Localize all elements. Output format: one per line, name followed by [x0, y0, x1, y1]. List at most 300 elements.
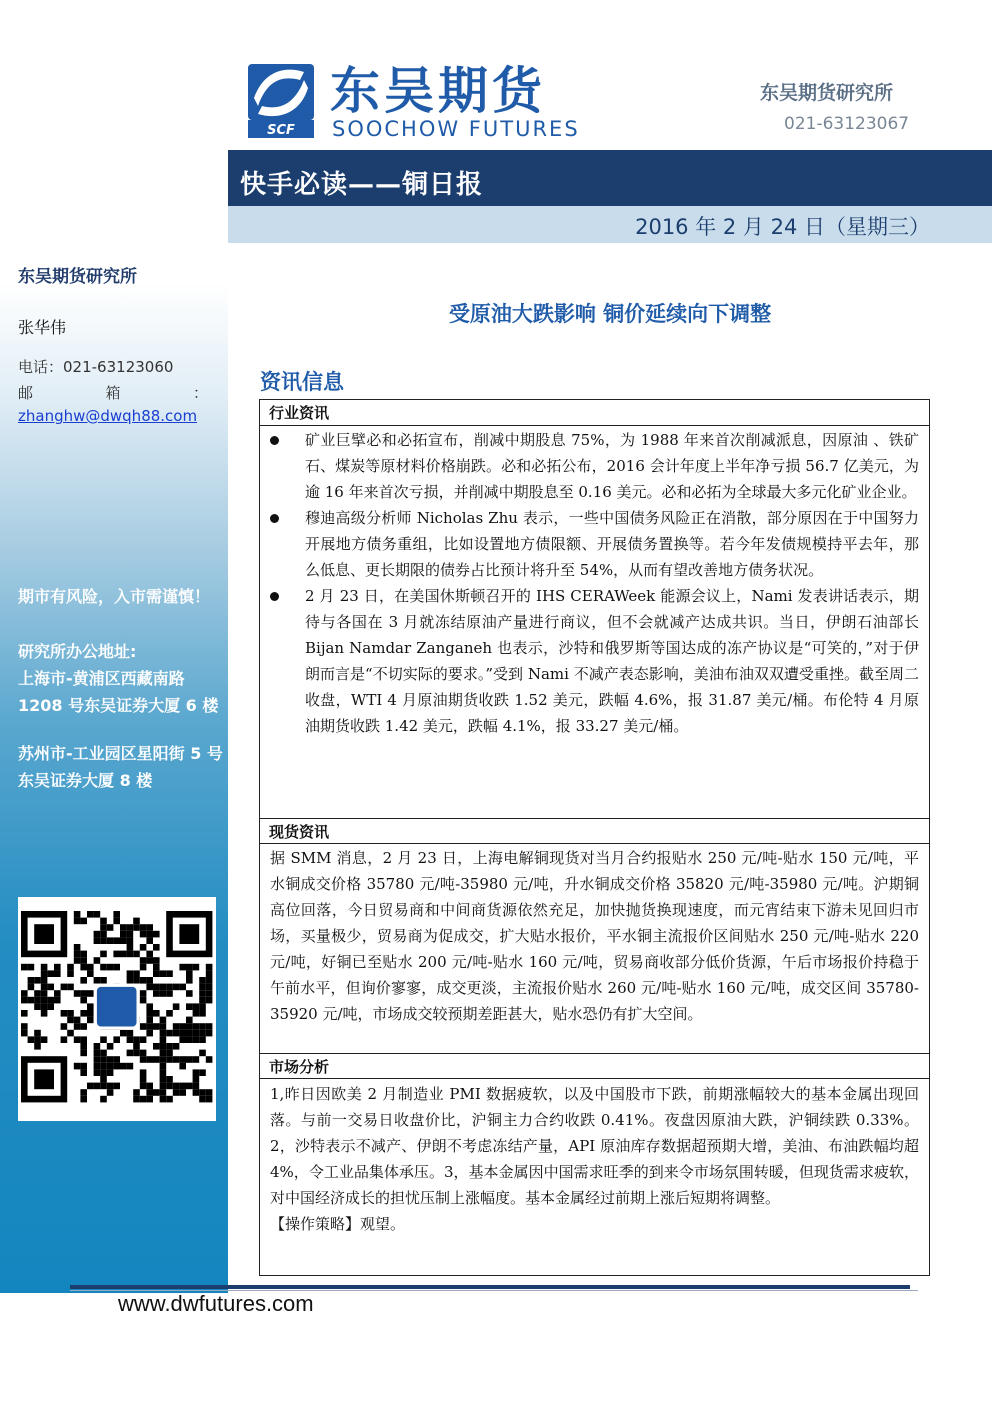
qr-module — [120, 937, 127, 944]
qr-module — [47, 984, 54, 991]
qr-module — [107, 1069, 114, 1076]
qr-module — [100, 977, 107, 984]
qr-module — [61, 1036, 68, 1043]
qr-module — [186, 1030, 193, 1037]
qr-module — [107, 1063, 114, 1070]
qr-module — [193, 1010, 200, 1017]
qr-module — [94, 977, 101, 984]
qr-module — [193, 1083, 200, 1090]
logo-cn-text: 东吴期货 — [330, 62, 546, 120]
qr-module — [133, 918, 140, 925]
industry-item-text: 矿业巨擘必和必拓宣布，削减中期股息 75%，为 1988 年来首次削减派息，因原油 、铁矿石、煤炭等原材料价格崩跌。必和必拓公布，2016 会计年度上半年净亏损 56.7 亿美元，为逾 16 年来首次亏损，并削减中期股息至 0.16 美元。必和必拓为全球最大多元化矿业企业。 — [305, 431, 919, 501]
qr-module — [186, 1036, 193, 1043]
qr-module — [74, 990, 81, 997]
qr-module — [100, 931, 107, 938]
qr-module — [74, 1023, 81, 1030]
risk-warning: 期市有风险，入市需谨慎！ — [18, 587, 211, 606]
qr-module — [80, 977, 87, 984]
qr-logo-icon — [97, 987, 137, 1027]
email-label-char-1: 邮 — [18, 384, 34, 402]
qr-module — [28, 997, 35, 1004]
qr-module — [193, 1076, 200, 1083]
qr-module — [74, 1036, 81, 1043]
analysis-text: 1,昨日因欧美 2 月制造业 PMI 数据疲软，以及中国股市下跌，前期涨幅较大的基本金属出现回落。与前一交易日收盘价比，沪铜主力合约收跌 0.41%。夜盘因原油大跌，沪铜续跌 0.33%。2，沙特表示不减产、伊朗不考虑冻结产量，API 原油库存数据超预期大增，美油、布油跌幅均超 4%，令工业品集体承压。3，基本金属因中国需求旺季的到来令市场氛围转暖，但现货需求疲软，对中国经济成长的担忧压制上涨幅度。基本金属经过前期上涨后短期将调整。 — [270, 1085, 919, 1207]
qr-module — [186, 970, 193, 977]
qr-module — [100, 1063, 107, 1070]
qr-module — [186, 1023, 193, 1030]
qr-module — [166, 1076, 173, 1083]
qr-module — [87, 990, 94, 997]
qr-module — [21, 990, 28, 997]
qr-module — [127, 1036, 134, 1043]
qr-module — [34, 990, 41, 997]
qr-module — [34, 1003, 41, 1010]
qr-module — [179, 1089, 186, 1096]
qr-module — [179, 1063, 186, 1070]
header-phone: 021-63123067 — [784, 114, 910, 134]
qr-module — [80, 997, 87, 1004]
qr-module — [186, 1083, 193, 1090]
qr-module — [80, 1096, 87, 1103]
qr-module — [21, 1010, 28, 1017]
qr-module — [146, 1096, 153, 1103]
qr-module — [140, 931, 147, 938]
qr-module — [166, 990, 173, 997]
qr-module — [153, 964, 160, 971]
qr-module — [21, 1023, 28, 1030]
qr-module — [34, 1030, 41, 1037]
spot-text: 据 SMM 消息，2 月 23 日，上海电解铜现货对当月合约报贴水 250 元/吨-贴水 150 元/吨，平水铜成交价格 35780 元/吨-35980 元/吨，升水铜成交价格 35820 元/吨-35980 元/吨。沪期铜高位回落，今日贸易商和中间商货源依然充足，加快抛货换现速度，而元宵结束下游未见回归市场，买量极少，贸易商为促成交，扩大贴水报价，平水铜主流报价区间贴水 250 元/吨-贴水 220 元/吨，好铜已至贴水 200 元/吨-贴水 160 元/吨，贸易商收部分低价货源，午后市场报价持稳于午前水平，但询价寥寥，成交更淡，主流报价贴水 260 元/吨-贴水 160 元/吨，成交区间 35780-35920 元/吨，市场成交较预期差距甚大，贴水恐仍有扩大空间。 — [270, 849, 919, 1023]
qr-module — [47, 997, 54, 1004]
qr-module — [80, 1023, 87, 1030]
qr-module — [140, 990, 147, 997]
news-table — [259, 399, 930, 1276]
office-sh-text: 上海市-黄浦区西藏南路1208 号东吴证券大厦 6 楼 — [18, 669, 219, 715]
qr-module — [107, 1083, 114, 1090]
footer-rule — [70, 1285, 910, 1289]
qr-module — [47, 1003, 54, 1010]
qr-module — [80, 990, 87, 997]
qr-module — [153, 984, 160, 991]
qr-module — [107, 1056, 114, 1063]
qr-module — [186, 1017, 193, 1024]
qr-module — [41, 970, 48, 977]
qr-code-icon — [18, 897, 216, 1121]
qr-module — [74, 957, 81, 964]
qr-module — [113, 1083, 120, 1090]
qr-module — [206, 1023, 213, 1030]
qr-module — [100, 1050, 107, 1057]
qr-module — [140, 964, 147, 971]
qr-module — [94, 1043, 101, 1050]
qr-module — [179, 1036, 186, 1043]
qr-module — [41, 990, 48, 997]
qr-module — [153, 1089, 160, 1096]
qr-module — [160, 1036, 167, 1043]
qr-module — [100, 924, 107, 931]
qr-module — [41, 977, 48, 984]
qr-module — [140, 1069, 147, 1076]
qr-module — [94, 1069, 101, 1076]
qr-module — [47, 970, 54, 977]
qr-module — [80, 1050, 87, 1057]
qr-module — [160, 1043, 167, 1050]
qr-module — [87, 970, 94, 977]
qr-module — [133, 1096, 140, 1103]
qr-module — [199, 977, 206, 984]
qr-module — [113, 964, 120, 971]
qr-module — [100, 964, 107, 971]
qr-module — [160, 984, 167, 991]
qr-module — [54, 970, 61, 977]
company-logo — [244, 58, 584, 142]
qr-module — [193, 1023, 200, 1030]
qr-module — [199, 1050, 206, 1057]
qr-module — [100, 951, 107, 958]
header-org: 东吴期货研究所 — [760, 82, 894, 104]
qr-module — [67, 1030, 74, 1037]
report-title: 快手必读——铜日报 — [240, 170, 484, 200]
qr-module — [74, 911, 81, 918]
qr-module — [166, 1043, 173, 1050]
phone-label: 电话： — [18, 358, 64, 376]
qr-module — [199, 997, 206, 1004]
title-bar — [228, 150, 992, 206]
qr-module — [179, 1083, 186, 1090]
qr-module — [21, 997, 28, 1004]
spot-header: 现货资讯 — [260, 818, 929, 844]
industry-list — [260, 427, 929, 739]
qr-module — [54, 997, 61, 1004]
qr-module — [127, 924, 134, 931]
qr-module — [107, 1089, 114, 1096]
qr-module — [193, 964, 200, 971]
qr-module — [127, 970, 134, 977]
qr-module — [113, 1063, 120, 1070]
qr-module — [113, 911, 120, 918]
qr-module — [140, 1036, 147, 1043]
qr-module — [193, 1069, 200, 1076]
qr-module — [127, 1050, 134, 1057]
qr-module — [94, 957, 101, 964]
qr-module — [160, 1096, 167, 1103]
qr-module — [199, 1089, 206, 1096]
qr-module — [140, 1056, 147, 1063]
qr-module — [133, 1089, 140, 1096]
qr-module — [193, 1030, 200, 1037]
qr-module — [173, 1043, 180, 1050]
qr-module — [160, 1023, 167, 1030]
qr-module — [113, 951, 120, 958]
qr-module — [146, 1056, 153, 1063]
qr-module — [80, 1069, 87, 1076]
qr-module — [173, 1030, 180, 1037]
qr-module — [206, 1089, 213, 1096]
qr-module — [179, 964, 186, 971]
qr-module — [133, 1043, 140, 1050]
qr-module — [100, 1069, 107, 1076]
qr-module — [140, 1076, 147, 1083]
qr-module — [100, 1056, 107, 1063]
qr-module — [186, 964, 193, 971]
bullet-icon — [270, 514, 279, 523]
qr-module — [28, 984, 35, 991]
qr-module — [173, 1023, 180, 1030]
qr-module — [146, 937, 153, 944]
qr-module — [166, 1056, 173, 1063]
qr-module — [153, 1023, 160, 1030]
qr-module — [41, 1036, 48, 1043]
qr-finder — [179, 924, 199, 944]
qr-module — [80, 951, 87, 958]
qr-module — [80, 964, 87, 971]
qr-module — [100, 1096, 107, 1103]
qr-code — [18, 897, 216, 1121]
qr-module — [21, 964, 28, 971]
qr-module — [160, 1017, 167, 1024]
qr-module — [199, 1096, 206, 1103]
qr-module — [160, 1083, 167, 1090]
qr-module — [94, 937, 101, 944]
qr-module — [153, 970, 160, 977]
qr-module — [140, 957, 147, 964]
qr-module — [94, 1056, 101, 1063]
qr-module — [120, 931, 127, 938]
qr-module — [67, 1010, 74, 1017]
qr-module — [153, 1056, 160, 1063]
qr-module — [127, 931, 134, 938]
qr-module — [199, 1003, 206, 1010]
qr-module — [199, 1023, 206, 1030]
qr-module — [153, 957, 160, 964]
qr-module — [133, 1036, 140, 1043]
qr-module — [193, 1003, 200, 1010]
qr-module — [140, 1083, 147, 1090]
qr-module — [67, 984, 74, 991]
office-title: 研究所办公地址: — [18, 642, 137, 661]
qr-module — [140, 1096, 147, 1103]
qr-module — [146, 984, 153, 991]
qr-module — [87, 1083, 94, 1090]
qr-module — [160, 1063, 167, 1070]
qr-module — [80, 1043, 87, 1050]
qr-module — [199, 984, 206, 991]
qr-module — [87, 1010, 94, 1017]
qr-module — [41, 997, 48, 1004]
qr-module — [199, 1036, 206, 1043]
qr-module — [133, 977, 140, 984]
qr-module — [133, 951, 140, 958]
analysis-header: 市场分析 — [260, 1053, 929, 1079]
qr-module — [140, 924, 147, 931]
qr-module — [193, 1089, 200, 1096]
scf-logo-icon — [244, 58, 584, 142]
qr-module — [67, 970, 74, 977]
qr-module — [41, 984, 48, 991]
qr-module — [100, 937, 107, 944]
date-bar — [228, 206, 992, 243]
qr-module — [34, 1036, 41, 1043]
footer-url: www.dwfutures.com — [118, 1291, 314, 1316]
qr-module — [100, 1076, 107, 1083]
qr-module — [146, 1010, 153, 1017]
qr-module — [54, 964, 61, 971]
qr-module — [173, 984, 180, 991]
qr-module — [94, 1083, 101, 1090]
qr-module — [80, 918, 87, 925]
author-email-link[interactable]: zhanghw@dwqh88.com — [18, 407, 198, 425]
qr-module — [146, 1083, 153, 1090]
qr-module — [80, 1063, 87, 1070]
qr-module — [140, 1023, 147, 1030]
qr-module — [140, 977, 147, 984]
qr-module — [206, 1096, 213, 1103]
qr-module — [206, 997, 213, 1004]
qr-module — [153, 931, 160, 938]
qr-module — [74, 944, 81, 951]
bullet-icon — [270, 592, 279, 601]
qr-module — [186, 977, 193, 984]
headline: 受原油大跌影响 铜价延续向下调整 — [448, 302, 772, 326]
qr-module — [113, 918, 120, 925]
analysis-body — [260, 1081, 929, 1237]
phone-number: 021-63123060 — [63, 358, 174, 376]
qr-module — [28, 1036, 35, 1043]
qr-module — [94, 1063, 101, 1070]
qr-module — [206, 977, 213, 984]
strategy-text: 【操作策略】观望。 — [270, 1215, 406, 1233]
qr-module — [34, 997, 41, 1004]
qr-module — [107, 937, 114, 944]
qr-module — [146, 1017, 153, 1024]
qr-module — [160, 1056, 167, 1063]
qr-module — [193, 1056, 200, 1063]
qr-module — [80, 1010, 87, 1017]
email-label-colon: ： — [192, 384, 208, 402]
qr-module — [199, 1069, 206, 1076]
qr-module — [186, 990, 193, 997]
section-title: 资讯信息 — [260, 370, 344, 394]
qr-module — [199, 990, 206, 997]
qr-module — [146, 1089, 153, 1096]
industry-item-text: 穆迪高级分析师 Nicholas Zhu 表示，一些中国债务风险正在消散，部分原因在于中国努力开展地方债务重组，比如设置地方债限额、开展债务置换等。若今年发债规模持平去年，那么低息、更长期限的债券占比预计将升至 54%，从而有望改善地方债务状况。 — [305, 509, 919, 579]
report-date: 2016 年 2 月 24 日（星期三） — [635, 215, 930, 239]
qr-module — [54, 990, 61, 997]
qr-module — [179, 1023, 186, 1030]
qr-module — [146, 1030, 153, 1037]
bullet-icon — [270, 436, 279, 445]
qr-module — [146, 977, 153, 984]
qr-module — [153, 1043, 160, 1050]
qr-module — [67, 964, 74, 971]
qr-module — [199, 1010, 206, 1017]
qr-module — [74, 918, 81, 925]
qr-finder — [34, 1069, 54, 1089]
qr-module — [133, 1050, 140, 1057]
qr-module — [193, 1036, 200, 1043]
qr-module — [140, 1050, 147, 1057]
qr-module — [166, 1096, 173, 1103]
industry-item-text: 2 月 23 日，在美国休斯顿召开的 IHS CERAWeek 能源会议上，Nami 发表讲话表示，期待与各国在 3 月就冻结原油产量进行商议，但不会就减产达成共识。当日，伊朗石油部长 Bijan Namdar Zanganeh 也表示，沙特和俄罗斯等国达成的冻产协议是“可笑的，”对于伊朗而言是“不切实际的要求。”受到 Nami 不减产表态影响，美油布油双双遭受重挫。截至周二收盘，WTI 4 月原油期货收跌 1.52 美元，跌幅 4.6%，报 31.87 美元/桶。布伦特 4 月原油期货收跌 1.42 美元，跌幅 4.1%，报 33.27 美元/桶。 — [305, 587, 919, 735]
qr-module — [146, 1003, 153, 1010]
qr-module — [120, 1030, 127, 1037]
qr-module — [74, 1063, 81, 1070]
qr-module — [61, 1023, 68, 1030]
qr-module — [80, 1036, 87, 1043]
qr-module — [87, 1017, 94, 1024]
qr-module — [153, 1010, 160, 1017]
qr-module — [41, 964, 48, 971]
qr-module — [113, 1036, 120, 1043]
qr-module — [120, 924, 127, 931]
qr-module — [127, 944, 134, 951]
qr-module — [179, 1030, 186, 1037]
qr-module — [120, 1063, 127, 1070]
qr-module — [166, 1010, 173, 1017]
qr-module — [206, 984, 213, 991]
qr-module — [206, 1030, 213, 1037]
qr-module — [34, 977, 41, 984]
author-name: 张华伟 — [18, 318, 67, 337]
qr-module — [133, 924, 140, 931]
qr-module — [74, 1017, 81, 1024]
qr-module — [160, 990, 167, 997]
qr-module — [146, 1023, 153, 1030]
qr-module — [166, 1030, 173, 1037]
qr-module — [179, 1056, 186, 1063]
qr-module — [100, 918, 107, 925]
qr-module — [120, 951, 127, 958]
qr-module — [166, 984, 173, 991]
qr-module — [160, 1069, 167, 1076]
qr-module — [173, 1003, 180, 1010]
qr-module — [80, 957, 87, 964]
qr-module — [140, 944, 147, 951]
qr-module — [146, 957, 153, 964]
qr-module — [127, 951, 134, 958]
qr-module — [87, 911, 94, 918]
industry-header: 行业资讯 — [260, 400, 929, 426]
author-phone — [18, 356, 173, 377]
qr-module — [146, 951, 153, 958]
qr-module — [34, 1043, 41, 1050]
qr-module — [100, 1083, 107, 1090]
qr-module — [206, 990, 213, 997]
qr-module — [166, 1083, 173, 1090]
qr-module — [107, 964, 114, 971]
qr-module — [206, 970, 213, 977]
office-address-suzhou: 苏州市-工业园区星阳街 5 号东吴证券大厦 8 楼 — [18, 744, 223, 790]
qr-module — [186, 1003, 193, 1010]
qr-module — [160, 1076, 167, 1083]
qr-module — [206, 1056, 213, 1063]
qr-module — [173, 1083, 180, 1090]
qr-module — [113, 1056, 120, 1063]
qr-module — [94, 931, 101, 938]
qr-module — [206, 964, 213, 971]
qr-module — [41, 1010, 48, 1017]
qr-module — [127, 977, 134, 984]
qr-module — [199, 1030, 206, 1037]
qr-module — [160, 1050, 167, 1057]
qr-module — [94, 1050, 101, 1057]
qr-module — [107, 1043, 114, 1050]
qr-module — [160, 970, 167, 977]
qr-finder — [34, 924, 54, 944]
qr-module — [186, 1056, 193, 1063]
qr-module — [28, 977, 35, 984]
qr-module — [94, 911, 101, 918]
